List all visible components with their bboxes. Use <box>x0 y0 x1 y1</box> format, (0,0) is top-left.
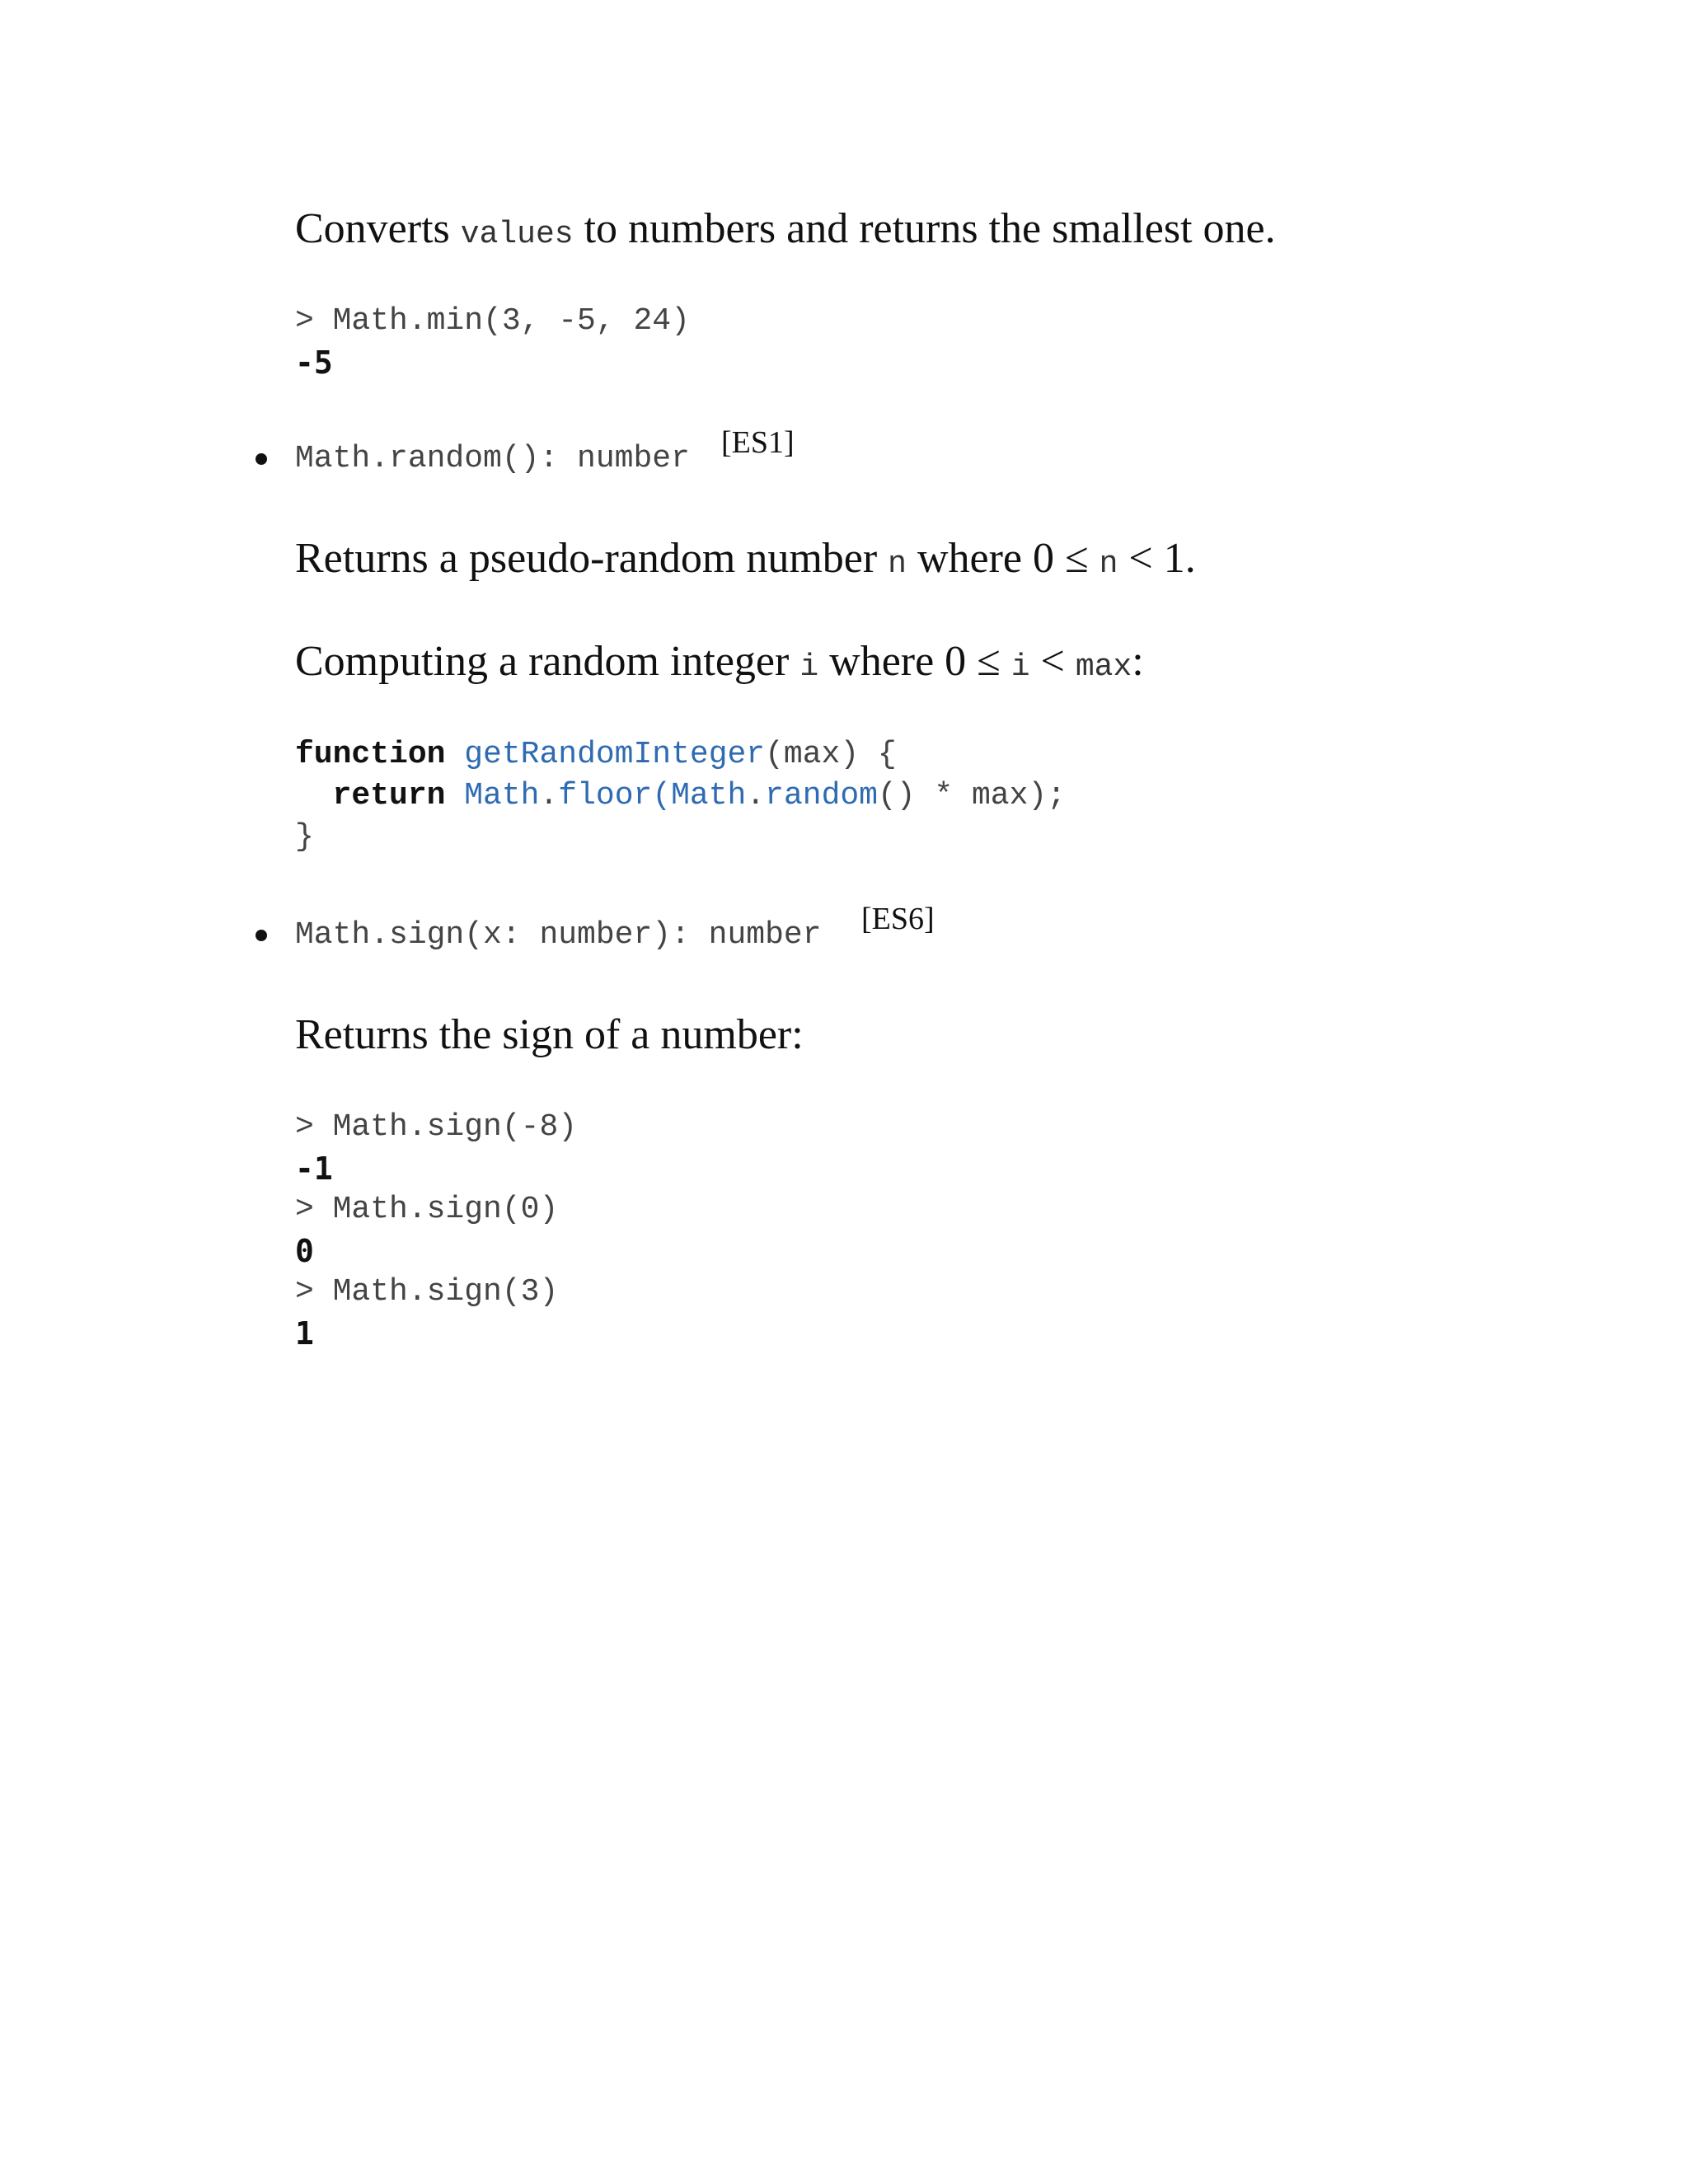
keyword-return: return <box>332 778 446 813</box>
code-dot-1: . <box>539 778 559 813</box>
code-dot-2: . <box>746 778 766 813</box>
min-description <box>295 204 1276 260</box>
code-random: random <box>765 778 878 813</box>
min-example-code <box>295 301 690 383</box>
sign-example-output: 0 <box>295 1233 314 1269</box>
code-space <box>445 778 464 813</box>
sign-example-prompt: > Math.sign(3) <box>295 1274 559 1310</box>
random-desc1-post: < 1. <box>1118 535 1196 582</box>
sign-example-output: 1 <box>295 1315 314 1352</box>
sign-desc-text: Returns the sign of a number: <box>295 1011 804 1058</box>
random-desc2-code-max: max <box>1075 649 1132 685</box>
code-indent <box>295 778 333 813</box>
sign-description <box>295 1010 804 1060</box>
bullet-dot <box>256 930 267 941</box>
sign-es-tag: [ES6] <box>861 902 935 936</box>
sign-example-output: -1 <box>295 1151 333 1187</box>
code-line-1 <box>295 734 1066 776</box>
code-floor: floor <box>558 778 653 813</box>
min-example-prompt: > Math.min(3, -5, 24) <box>295 303 690 339</box>
random-desc1-mid: where 0 ≤ <box>906 535 1100 582</box>
random-desc2-code-i2: i <box>1010 649 1030 685</box>
min-desc-code: values <box>460 217 574 252</box>
function-name: getRandomInteger <box>464 737 766 772</box>
random-desc2-post: : <box>1132 638 1144 685</box>
code-space <box>445 737 464 772</box>
random-desc2-mid: where 0 ≤ <box>818 638 1011 685</box>
random-description <box>295 534 1196 589</box>
min-example-output: -5 <box>295 344 333 381</box>
random-desc1-code-n2: n <box>1099 546 1118 582</box>
code-math-1: Math <box>464 778 540 813</box>
sign-example-prompt: > Math.sign(-8) <box>295 1109 578 1145</box>
random-desc2-code-i: i <box>799 649 819 685</box>
random-integer-description <box>295 637 1144 692</box>
random-es-tag: [ES1] <box>721 425 795 460</box>
keyword-function: function <box>295 737 446 772</box>
code-params: (max) { <box>765 737 897 772</box>
code-line-3: } <box>295 819 314 855</box>
code-line-2 <box>295 776 1066 817</box>
code-math-2: Math <box>671 778 747 813</box>
code-rest: () * max); <box>877 778 1067 813</box>
code-paren: ( <box>652 778 672 813</box>
min-desc-pre: Converts <box>295 205 461 252</box>
random-signature: Math.random(): number <box>295 441 690 476</box>
bullet-dot <box>256 453 267 465</box>
random-integer-code <box>295 734 1066 858</box>
sign-example-prompt: > Math.sign(0) <box>295 1192 559 1227</box>
random-desc1-pre: Returns a pseudo-random number <box>295 535 889 582</box>
random-desc2-mid2: < <box>1029 638 1076 685</box>
random-desc2-pre: Computing a random integer <box>295 638 800 685</box>
min-desc-post: to numbers and returns the smallest one. <box>573 205 1276 252</box>
random-desc1-code-n: n <box>888 546 907 582</box>
sign-example-code <box>295 1107 577 1354</box>
sign-signature: Math.sign(x: number): number <box>295 917 822 953</box>
